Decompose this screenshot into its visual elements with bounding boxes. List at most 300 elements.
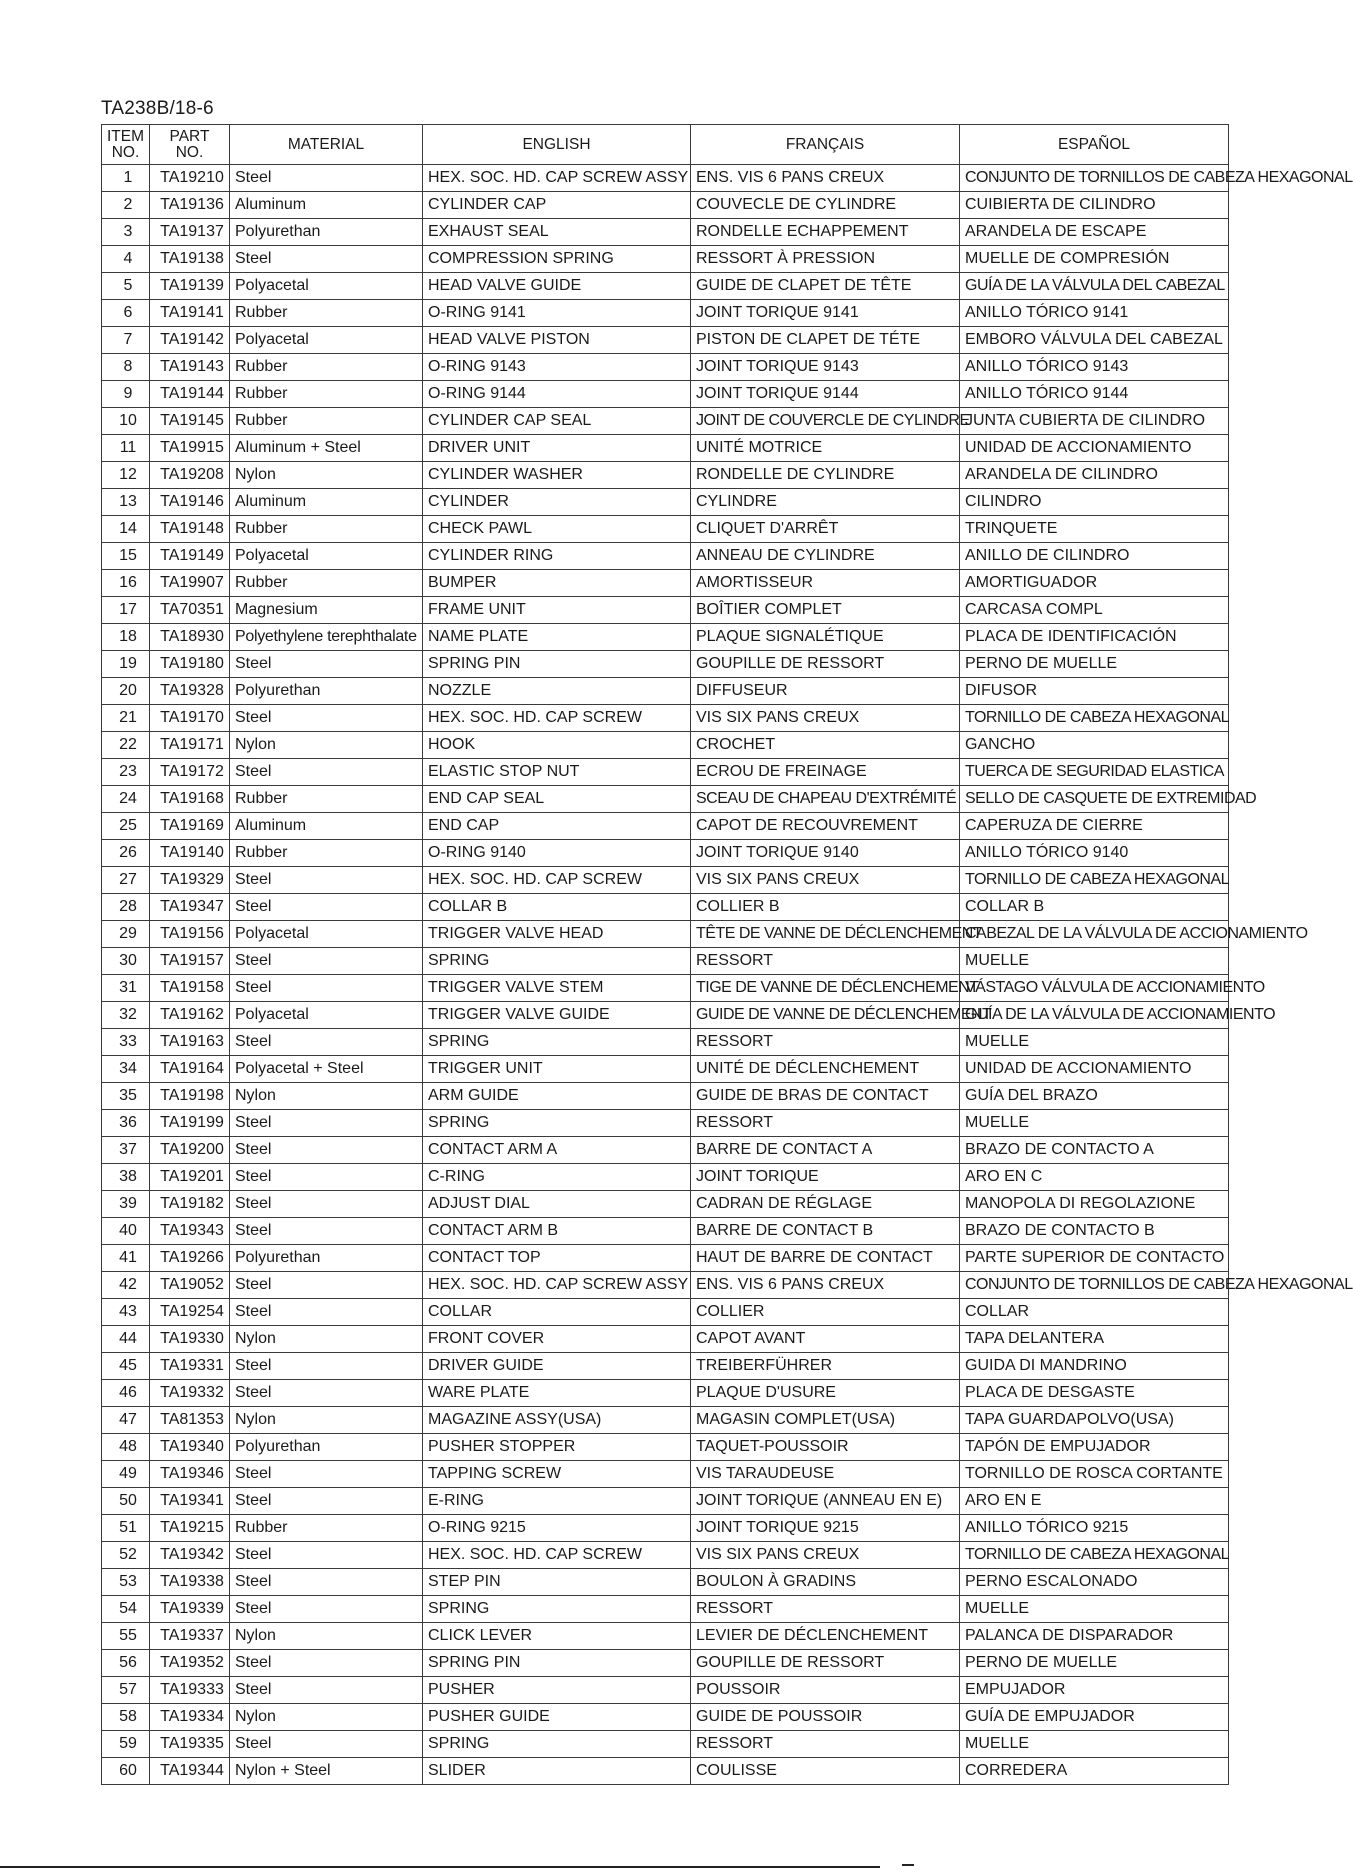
cell-item-no: 35	[102, 1083, 150, 1110]
cell-item-no: 42	[102, 1272, 150, 1299]
cell-part-no: TA19145	[150, 408, 230, 435]
cell-french: GUIDE DE BRAS DE CONTACT	[691, 1083, 960, 1110]
cell-part-no: TA19254	[150, 1299, 230, 1326]
parts-table	[101, 124, 1353, 1785]
cell-part-no: TA19342	[150, 1542, 230, 1569]
cell-part-no: TA19158	[150, 975, 230, 1002]
table-row	[102, 1191, 1229, 1218]
cell-spanish: ANILLO TÓRICO 9143	[960, 354, 1229, 381]
cell-item-no: 36	[102, 1110, 150, 1137]
cell-spanish: EMBORO VÁLVULA DEL CABEZAL	[960, 327, 1229, 354]
cell-english: COMPRESSION SPRING	[423, 246, 691, 273]
cell-part-no: TA19144	[150, 381, 230, 408]
table-row	[102, 975, 1229, 1002]
cell-part-no: TA19140	[150, 840, 230, 867]
cell-french: CROCHET	[691, 732, 960, 759]
cell-french: MAGASIN COMPLET(USA)	[691, 1407, 960, 1434]
cell-item-no: 14	[102, 516, 150, 543]
cell-french: CAPOT AVANT	[691, 1326, 960, 1353]
cell-part-no: TA19198	[150, 1083, 230, 1110]
cell-part-no: TA19172	[150, 759, 230, 786]
cell-part-no: TA19347	[150, 894, 230, 921]
cell-material: Rubber	[230, 354, 423, 381]
cell-item-no: 4	[102, 246, 150, 273]
cell-english: TRIGGER VALVE STEM	[423, 975, 691, 1002]
cell-item-no: 53	[102, 1569, 150, 1596]
cell-english: SPRING	[423, 1731, 691, 1758]
cell-material: Aluminum + Steel	[230, 435, 423, 462]
cell-english: COLLAR B	[423, 894, 691, 921]
cell-english: HEX. SOC. HD. CAP SCREW ASSY	[423, 1272, 691, 1299]
table-row	[102, 1353, 1229, 1380]
cell-french: BOÎTIER COMPLET	[691, 597, 960, 624]
cell-english: NAME PLATE	[423, 624, 691, 651]
cell-item-no: 5	[102, 273, 150, 300]
cell-french: PLAQUE D'USURE	[691, 1380, 960, 1407]
cell-part-no: TA19199	[150, 1110, 230, 1137]
cell-material: Polyethylene terephthalate	[230, 624, 423, 651]
table-row	[102, 489, 1229, 516]
cell-part-no: TA19141	[150, 300, 230, 327]
cell-french: RESSORT	[691, 1596, 960, 1623]
cell-spanish: ANILLO DE CILINDRO	[960, 543, 1229, 570]
cell-item-no: 17	[102, 597, 150, 624]
cell-part-no: TA19335	[150, 1731, 230, 1758]
cell-item-no: 1	[102, 165, 150, 192]
cell-english: SLIDER	[423, 1758, 691, 1785]
cell-french: COLLIER	[691, 1299, 960, 1326]
cell-item-no: 56	[102, 1650, 150, 1677]
cell-french: BARRE DE CONTACT B	[691, 1218, 960, 1245]
table-row	[102, 1137, 1229, 1164]
cell-material: Nylon	[230, 1623, 423, 1650]
cell-part-no: TA19168	[150, 786, 230, 813]
cell-spanish: CONJUNTO DE TORNILLOS DE CABEZA HEXAGONAL	[960, 165, 1229, 192]
cell-english: HOOK	[423, 732, 691, 759]
cell-material: Steel	[230, 1650, 423, 1677]
cell-spanish: BRAZO DE CONTACTO A	[960, 1137, 1229, 1164]
cell-material: Steel	[230, 1596, 423, 1623]
cell-english: CONTACT TOP	[423, 1245, 691, 1272]
cell-english: SPRING PIN	[423, 651, 691, 678]
cell-part-no: TA19139	[150, 273, 230, 300]
cell-part-no: TA19331	[150, 1353, 230, 1380]
cell-french: RESSORT	[691, 1110, 960, 1137]
cell-spanish: MUELLE	[960, 1029, 1229, 1056]
cell-english: O-RING 9141	[423, 300, 691, 327]
cell-item-no: 60	[102, 1758, 150, 1785]
cell-item-no: 46	[102, 1380, 150, 1407]
cell-french: CAPOT DE RECOUVREMENT	[691, 813, 960, 840]
cell-french: TÊTE DE VANNE DE DÉCLENCHEMENT	[691, 921, 960, 948]
table-row	[102, 651, 1229, 678]
table-row	[102, 219, 1229, 246]
table-row	[102, 516, 1229, 543]
cell-english: CYLINDER CAP SEAL	[423, 408, 691, 435]
cell-material: Steel	[230, 165, 423, 192]
cell-spanish: TAPA GUARDAPOLVO(USA)	[960, 1407, 1229, 1434]
cell-material: Polyacetal	[230, 921, 423, 948]
cell-french: LEVIER DE DÉCLENCHEMENT	[691, 1623, 960, 1650]
cell-part-no: TA19182	[150, 1191, 230, 1218]
cell-english: CYLINDER WASHER	[423, 462, 691, 489]
cell-english: FRONT COVER	[423, 1326, 691, 1353]
cell-material: Steel	[230, 867, 423, 894]
table-row	[102, 1461, 1229, 1488]
cell-french: TREIBERFÜHRER	[691, 1353, 960, 1380]
cell-english: HEX. SOC. HD. CAP SCREW ASSY	[423, 165, 691, 192]
cell-english: TRIGGER VALVE HEAD	[423, 921, 691, 948]
cell-item-no: 24	[102, 786, 150, 813]
cell-item-no: 22	[102, 732, 150, 759]
cell-english: END CAP	[423, 813, 691, 840]
cell-english: DRIVER UNIT	[423, 435, 691, 462]
cell-spanish: ARANDELA DE CILINDRO	[960, 462, 1229, 489]
cell-part-no: TA19215	[150, 1515, 230, 1542]
cell-english: SPRING	[423, 948, 691, 975]
table-row	[102, 1542, 1229, 1569]
cell-item-no: 16	[102, 570, 150, 597]
cell-material: Polyacetal + Steel	[230, 1056, 423, 1083]
cell-french: RESSORT À PRESSION	[691, 246, 960, 273]
cell-spanish: CABEZAL DE LA VÁLVULA DE ACCIONAMIENTO	[960, 921, 1229, 948]
cell-part-no: TA19915	[150, 435, 230, 462]
cell-material: Steel	[230, 705, 423, 732]
cell-spanish: MUELLE	[960, 1596, 1229, 1623]
cell-spanish: EMPUJADOR	[960, 1677, 1229, 1704]
cell-spanish: ARO EN C	[960, 1164, 1229, 1191]
cell-french: GOUPILLE DE RESSORT	[691, 651, 960, 678]
table-row	[102, 1596, 1229, 1623]
cell-item-no: 10	[102, 408, 150, 435]
cell-english: END CAP SEAL	[423, 786, 691, 813]
table-row	[102, 921, 1229, 948]
cell-material: Polyurethan	[230, 1245, 423, 1272]
cell-spanish: TRINQUETE	[960, 516, 1229, 543]
table-row	[102, 354, 1229, 381]
cell-french: ENS. VIS 6 PANS CREUX	[691, 1272, 960, 1299]
cell-item-no: 8	[102, 354, 150, 381]
cell-part-no: TA19334	[150, 1704, 230, 1731]
cell-spanish: PLACA DE DESGASTE	[960, 1380, 1229, 1407]
table-row	[102, 1731, 1229, 1758]
cell-item-no: 55	[102, 1623, 150, 1650]
table-row	[102, 1434, 1229, 1461]
cell-english: HEX. SOC. HD. CAP SCREW	[423, 1542, 691, 1569]
header-row	[102, 125, 1229, 165]
cell-item-no: 33	[102, 1029, 150, 1056]
table-row	[102, 732, 1229, 759]
cell-english: TAPPING SCREW	[423, 1461, 691, 1488]
cell-french: VIS SIX PANS CREUX	[691, 705, 960, 732]
cell-spanish: PLACA DE IDENTIFICACIÓN	[960, 624, 1229, 651]
cell-english: EXHAUST SEAL	[423, 219, 691, 246]
cell-material: Nylon + Steel	[230, 1758, 423, 1785]
cell-english: PUSHER GUIDE	[423, 1704, 691, 1731]
cell-item-no: 25	[102, 813, 150, 840]
cell-material: Rubber	[230, 1515, 423, 1542]
table-row	[102, 1002, 1229, 1029]
cell-spanish: CILINDRO	[960, 489, 1229, 516]
cell-english: WARE PLATE	[423, 1380, 691, 1407]
cell-spanish: MUELLE DE COMPRESIÓN	[960, 246, 1229, 273]
table-row	[102, 327, 1229, 354]
cell-material: Rubber	[230, 516, 423, 543]
table-row	[102, 435, 1229, 462]
cell-item-no: 39	[102, 1191, 150, 1218]
cell-item-no: 26	[102, 840, 150, 867]
cell-part-no: TA19200	[150, 1137, 230, 1164]
cell-spanish: GUÍA DEL BRAZO	[960, 1083, 1229, 1110]
cell-french: PLAQUE SIGNALÉTIQUE	[691, 624, 960, 651]
cell-item-no: 44	[102, 1326, 150, 1353]
cell-item-no: 30	[102, 948, 150, 975]
cell-french: VIS SIX PANS CREUX	[691, 867, 960, 894]
cell-item-no: 12	[102, 462, 150, 489]
cell-material: Steel	[230, 1218, 423, 1245]
cell-material: Steel	[230, 894, 423, 921]
cell-material: Steel	[230, 1542, 423, 1569]
cell-spanish: CARCASA COMPL	[960, 597, 1229, 624]
cell-item-no: 27	[102, 867, 150, 894]
cell-material: Polyurethan	[230, 219, 423, 246]
cell-part-no: TA19338	[150, 1569, 230, 1596]
cell-french: SCEAU DE CHAPEAU D'EXTRÉMITÉ	[691, 786, 960, 813]
cell-item-no: 41	[102, 1245, 150, 1272]
cell-part-no: TA19337	[150, 1623, 230, 1650]
table-row	[102, 1110, 1229, 1137]
cell-material: Steel	[230, 1191, 423, 1218]
cell-french: RONDELLE ECHAPPEMENT	[691, 219, 960, 246]
cell-french: JOINT TORIQUE 9140	[691, 840, 960, 867]
cell-part-no: TA19333	[150, 1677, 230, 1704]
cell-spanish: PERNO DE MUELLE	[960, 1650, 1229, 1677]
header-part-no: PART NO.	[150, 125, 230, 165]
cell-english: ARM GUIDE	[423, 1083, 691, 1110]
cell-spanish: COLLAR	[960, 1299, 1229, 1326]
cell-item-no: 37	[102, 1137, 150, 1164]
table-row	[102, 705, 1229, 732]
table-row	[102, 1623, 1229, 1650]
cell-material: Steel	[230, 1380, 423, 1407]
cell-material: Polyurethan	[230, 1434, 423, 1461]
table-row	[102, 1380, 1229, 1407]
cell-item-no: 23	[102, 759, 150, 786]
header-french: FRANÇAIS	[691, 125, 960, 165]
cell-spanish: UNIDAD DE ACCIONAMIENTO	[960, 435, 1229, 462]
cell-french: RESSORT	[691, 1029, 960, 1056]
cell-part-no: TA19171	[150, 732, 230, 759]
cell-english: SPRING PIN	[423, 1650, 691, 1677]
header-item-no: ITEM NO.	[102, 125, 150, 165]
cell-item-no: 3	[102, 219, 150, 246]
table-row	[102, 1272, 1229, 1299]
cell-part-no: TA19328	[150, 678, 230, 705]
cell-part-no: TA19169	[150, 813, 230, 840]
cell-english: ADJUST DIAL	[423, 1191, 691, 1218]
table-row	[102, 165, 1229, 192]
cell-part-no: TA19344	[150, 1758, 230, 1785]
table-row	[102, 570, 1229, 597]
cell-part-no: TA19146	[150, 489, 230, 516]
cell-item-no: 54	[102, 1596, 150, 1623]
table-row	[102, 867, 1229, 894]
cell-english: O-RING 9215	[423, 1515, 691, 1542]
cell-spanish: COLLAR B	[960, 894, 1229, 921]
cell-french: POUSSOIR	[691, 1677, 960, 1704]
cell-spanish: GUIDA DI MANDRINO	[960, 1353, 1229, 1380]
cell-part-no: TA19201	[150, 1164, 230, 1191]
cell-english: BUMPER	[423, 570, 691, 597]
cell-spanish: GUÍA DE EMPUJADOR	[960, 1704, 1229, 1731]
cell-english: ELASTIC STOP NUT	[423, 759, 691, 786]
cell-item-no: 6	[102, 300, 150, 327]
cell-spanish: ANILLO TÓRICO 9144	[960, 381, 1229, 408]
cell-material: Nylon	[230, 1704, 423, 1731]
cell-spanish: TORNILLO DE CABEZA HEXAGONAL	[960, 705, 1229, 732]
cell-spanish: TORNILLO DE CABEZA HEXAGONAL	[960, 1542, 1229, 1569]
cell-material: Rubber	[230, 840, 423, 867]
cell-material: Nylon	[230, 462, 423, 489]
cell-french: RESSORT	[691, 948, 960, 975]
cell-french: COULISSE	[691, 1758, 960, 1785]
cell-spanish: BRAZO DE CONTACTO B	[960, 1218, 1229, 1245]
cell-item-no: 52	[102, 1542, 150, 1569]
cell-material: Polyacetal	[230, 1002, 423, 1029]
cell-material: Steel	[230, 1299, 423, 1326]
cell-french: ENS. VIS 6 PANS CREUX	[691, 165, 960, 192]
cell-french: GUIDE DE POUSSOIR	[691, 1704, 960, 1731]
cell-material: Polyacetal	[230, 543, 423, 570]
cell-part-no: TA19340	[150, 1434, 230, 1461]
header-english: ENGLISH	[423, 125, 691, 165]
table-row	[102, 543, 1229, 570]
cell-item-no: 38	[102, 1164, 150, 1191]
cell-part-no: TA19329	[150, 867, 230, 894]
cell-spanish: AMORTIGUADOR	[960, 570, 1229, 597]
cell-spanish: MANOPOLA DI REGOLAZIONE	[960, 1191, 1229, 1218]
cell-part-no: TA19142	[150, 327, 230, 354]
table-row	[102, 273, 1229, 300]
cell-french: JOINT TORIQUE 9144	[691, 381, 960, 408]
cell-english: O-RING 9144	[423, 381, 691, 408]
cell-english: HEX. SOC. HD. CAP SCREW	[423, 705, 691, 732]
cell-spanish: ARANDELA DE ESCAPE	[960, 219, 1229, 246]
cell-item-no: 2	[102, 192, 150, 219]
cell-spanish: PALANCA DE DISPARADOR	[960, 1623, 1229, 1650]
cell-english: PUSHER STOPPER	[423, 1434, 691, 1461]
cell-french: GUIDE DE CLAPET DE TÊTE	[691, 273, 960, 300]
cell-part-no: TA19266	[150, 1245, 230, 1272]
cell-part-no: TA81353	[150, 1407, 230, 1434]
cell-spanish: MUELLE	[960, 1110, 1229, 1137]
table-row	[102, 192, 1229, 219]
cell-item-no: 31	[102, 975, 150, 1002]
cell-french: JOINT TORIQUE 9215	[691, 1515, 960, 1542]
cell-part-no: TA19208	[150, 462, 230, 489]
cell-part-no: TA19907	[150, 570, 230, 597]
cell-french: CADRAN DE RÉGLAGE	[691, 1191, 960, 1218]
cell-item-no: 40	[102, 1218, 150, 1245]
cell-material: Steel	[230, 1029, 423, 1056]
cell-part-no: TA19339	[150, 1596, 230, 1623]
cell-french: COUVECLE DE CYLINDRE	[691, 192, 960, 219]
cell-part-no: TA19157	[150, 948, 230, 975]
cell-item-no: 15	[102, 543, 150, 570]
cell-part-no: TA19180	[150, 651, 230, 678]
cell-material: Rubber	[230, 408, 423, 435]
cell-material: Rubber	[230, 381, 423, 408]
cell-material: Polyacetal	[230, 273, 423, 300]
cell-english: O-RING 9143	[423, 354, 691, 381]
cell-part-no: TA19137	[150, 219, 230, 246]
cell-spanish: MUELLE	[960, 1731, 1229, 1758]
table-row	[102, 1488, 1229, 1515]
cell-spanish: ARO EN E	[960, 1488, 1229, 1515]
cell-english: STEP PIN	[423, 1569, 691, 1596]
cell-item-no: 57	[102, 1677, 150, 1704]
cell-item-no: 34	[102, 1056, 150, 1083]
table-row	[102, 1758, 1229, 1785]
cell-material: Polyacetal	[230, 327, 423, 354]
cell-french: HAUT DE BARRE DE CONTACT	[691, 1245, 960, 1272]
cell-french: COLLIER B	[691, 894, 960, 921]
cell-material: Aluminum	[230, 813, 423, 840]
cell-material: Steel	[230, 1110, 423, 1137]
cell-item-no: 29	[102, 921, 150, 948]
table-row	[102, 1650, 1229, 1677]
cell-spanish: MUELLE	[960, 948, 1229, 975]
cell-english: SPRING	[423, 1596, 691, 1623]
cell-french: CLIQUET D'ARRÊT	[691, 516, 960, 543]
cell-material: Steel	[230, 1137, 423, 1164]
header-spanish: ESPAÑOL	[960, 125, 1229, 165]
cell-part-no: TA19352	[150, 1650, 230, 1677]
cell-part-no: TA18930	[150, 624, 230, 651]
cell-material: Steel	[230, 1272, 423, 1299]
cell-english: SPRING	[423, 1110, 691, 1137]
cell-spanish: JUNTA CUBIERTA DE CILINDRO	[960, 408, 1229, 435]
cell-item-no: 59	[102, 1731, 150, 1758]
cell-french: ANNEAU DE CYLINDRE	[691, 543, 960, 570]
cell-spanish: ANILLO TÓRICO 9215	[960, 1515, 1229, 1542]
cell-part-no: TA19148	[150, 516, 230, 543]
cell-material: Aluminum	[230, 192, 423, 219]
cell-spanish: PERNO ESCALONADO	[960, 1569, 1229, 1596]
header-material: MATERIAL	[230, 125, 423, 165]
cell-spanish: CORREDERA	[960, 1758, 1229, 1785]
table-row	[102, 1056, 1229, 1083]
cell-spanish: TORNILLO DE CABEZA HEXAGONAL	[960, 867, 1229, 894]
cell-material: Steel	[230, 651, 423, 678]
cell-part-no: TA70351	[150, 597, 230, 624]
cell-english: HEX. SOC. HD. CAP SCREW	[423, 867, 691, 894]
cell-english: HEAD VALVE PISTON	[423, 327, 691, 354]
cell-french: VIS SIX PANS CREUX	[691, 1542, 960, 1569]
cell-french: RESSORT	[691, 1731, 960, 1758]
cell-item-no: 20	[102, 678, 150, 705]
table-row	[102, 624, 1229, 651]
table-row	[102, 1245, 1229, 1272]
cell-french: CYLINDRE	[691, 489, 960, 516]
cell-french: JOINT TORIQUE 9143	[691, 354, 960, 381]
cell-english: PUSHER	[423, 1677, 691, 1704]
cell-english: CHECK PAWL	[423, 516, 691, 543]
cell-french: VIS TARAUDEUSE	[691, 1461, 960, 1488]
cell-english: CYLINDER	[423, 489, 691, 516]
cell-french: UNITÉ MOTRICE	[691, 435, 960, 462]
cell-english: TRIGGER VALVE GUIDE	[423, 1002, 691, 1029]
